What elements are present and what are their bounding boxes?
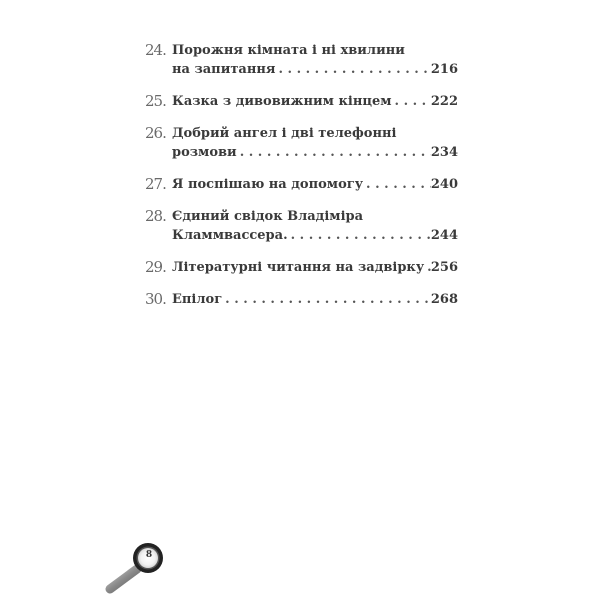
toc-entry[interactable] [145, 175, 458, 194]
title-leader [172, 290, 458, 309]
toc-line [145, 207, 458, 226]
dot-leader [392, 92, 431, 111]
toc-line [145, 226, 458, 245]
dot-leader [288, 226, 431, 245]
chapter-number: 30. [145, 290, 166, 308]
title-leader [172, 60, 458, 79]
toc-entry[interactable] [145, 207, 458, 245]
chapter-number: 26. [145, 124, 166, 142]
chapter-title: Епілог [172, 292, 223, 307]
toc-entry[interactable] [145, 258, 458, 277]
chapter-title: Добрий ангел і дві телефонні [172, 126, 397, 141]
page-ref: 268 [430, 292, 458, 307]
title-leader [172, 92, 458, 111]
title-leader [172, 175, 458, 194]
toc-line [145, 41, 458, 60]
toc-line [145, 290, 458, 309]
page-ref: 222 [430, 94, 458, 109]
toc-entry[interactable] [145, 124, 458, 162]
chapter-number: 24. [145, 41, 166, 59]
page-ref: 240 [430, 177, 458, 192]
title-leader [172, 143, 458, 162]
title-leader [172, 226, 458, 245]
toc-line [145, 124, 458, 143]
toc-entry[interactable] [145, 92, 458, 111]
dot-leader [237, 143, 431, 162]
magnifying-glass-icon [100, 535, 170, 595]
toc-entry[interactable] [145, 41, 458, 79]
table-of-contents [145, 41, 458, 322]
toc-entry[interactable] [145, 290, 458, 309]
dot-leader [222, 290, 431, 309]
chapter-number: 25. [145, 92, 166, 110]
chapter-number: 28. [145, 207, 166, 225]
page-ref: 234 [430, 145, 458, 160]
page-ref: 216 [430, 62, 458, 77]
toc-line [145, 258, 458, 277]
chapter-title: Порожня кімната і ні хвилини [172, 43, 405, 58]
toc-line [145, 175, 458, 194]
dot-leader [275, 60, 430, 79]
chapter-title-cont: на запитання [172, 62, 276, 77]
chapter-number: 29. [145, 258, 166, 276]
toc-line [145, 143, 458, 162]
chapter-title-cont: розмови [172, 145, 237, 160]
page-ref: 244 [430, 228, 458, 243]
title-leader [172, 258, 458, 277]
chapter-title: Я поспішаю на допомогу [172, 177, 364, 192]
toc-line [145, 92, 458, 111]
dot-leader [424, 258, 431, 277]
chapter-title: Єдиний свідок Владіміра [172, 209, 364, 224]
page-number: 8 [145, 550, 153, 560]
chapter-title: Казка з дивовижним кінцем [172, 94, 392, 109]
chapter-title-cont: Кламмвассера. [172, 228, 288, 243]
chapter-number: 27. [145, 175, 166, 193]
chapter-title: Літературні читання на задвірку [172, 260, 425, 275]
page-ref: 256 [430, 260, 458, 275]
dot-leader [363, 175, 431, 194]
toc-line [145, 60, 458, 79]
